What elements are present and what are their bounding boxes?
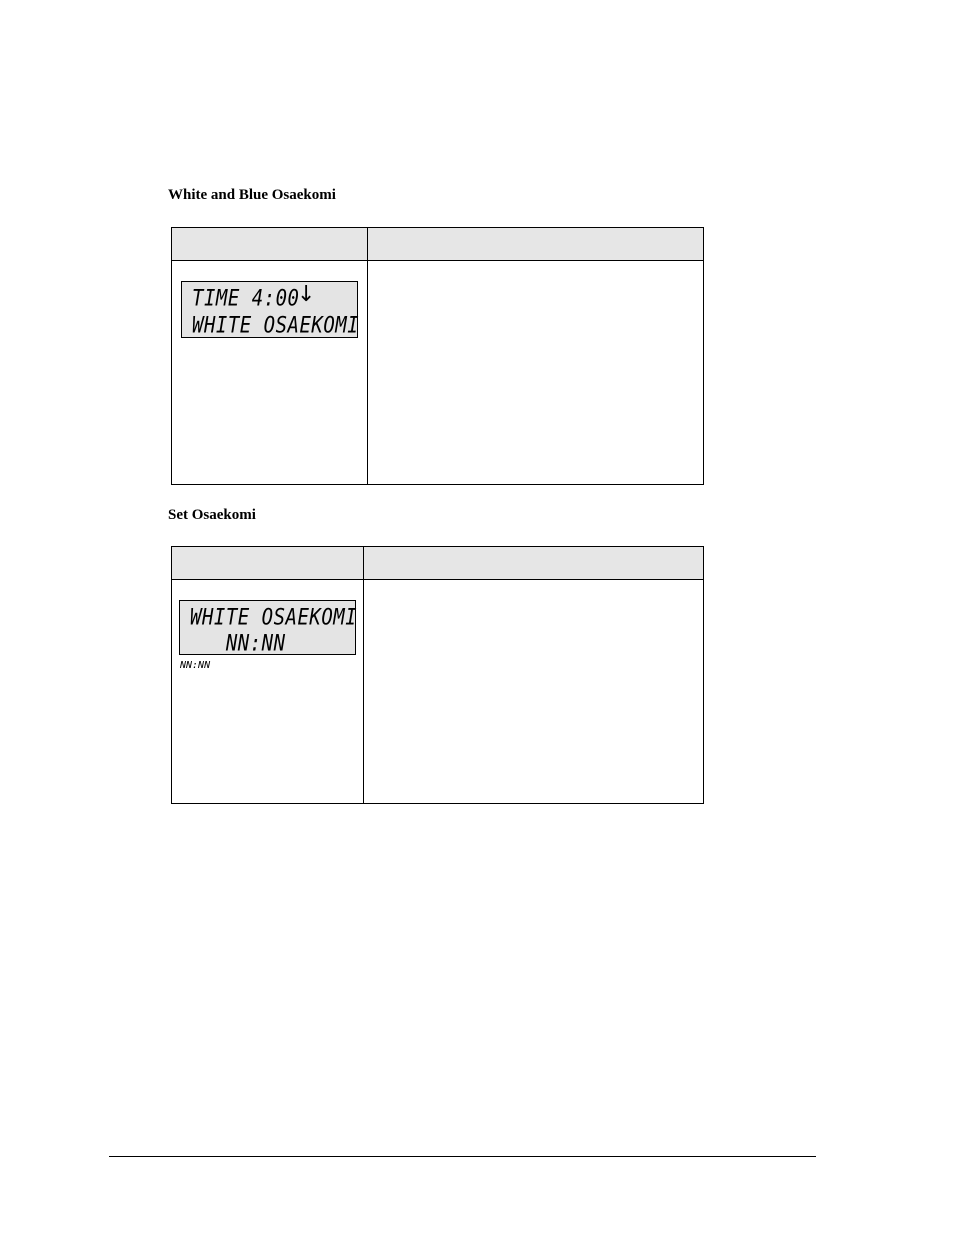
table-header-row	[172, 228, 703, 261]
table-set-osaekomi	[171, 546, 704, 804]
table-header-row	[172, 547, 703, 580]
column-divider	[367, 228, 368, 484]
down-arrow-icon: ↓	[297, 282, 316, 307]
table-white-blue-osaekomi	[171, 227, 704, 485]
lcd-line-2: WHITE OSAEKOMI	[192, 313, 360, 339]
lcd-line-1: WHITE OSAEKOMI	[190, 605, 358, 631]
lcd-display	[179, 600, 356, 655]
section-heading-set-osaekomi: Set Osaekomi	[168, 507, 256, 523]
lcd-line-1: TIME 4:00	[192, 286, 300, 312]
lcd-display	[181, 281, 358, 338]
column-divider	[363, 547, 364, 803]
lcd-line-2: NN:NN	[190, 631, 286, 657]
format-note: NN:NN	[180, 660, 211, 671]
footer-rule	[109, 1156, 816, 1157]
section-heading-white-blue-osaekomi: White and Blue Osaekomi	[168, 187, 336, 203]
